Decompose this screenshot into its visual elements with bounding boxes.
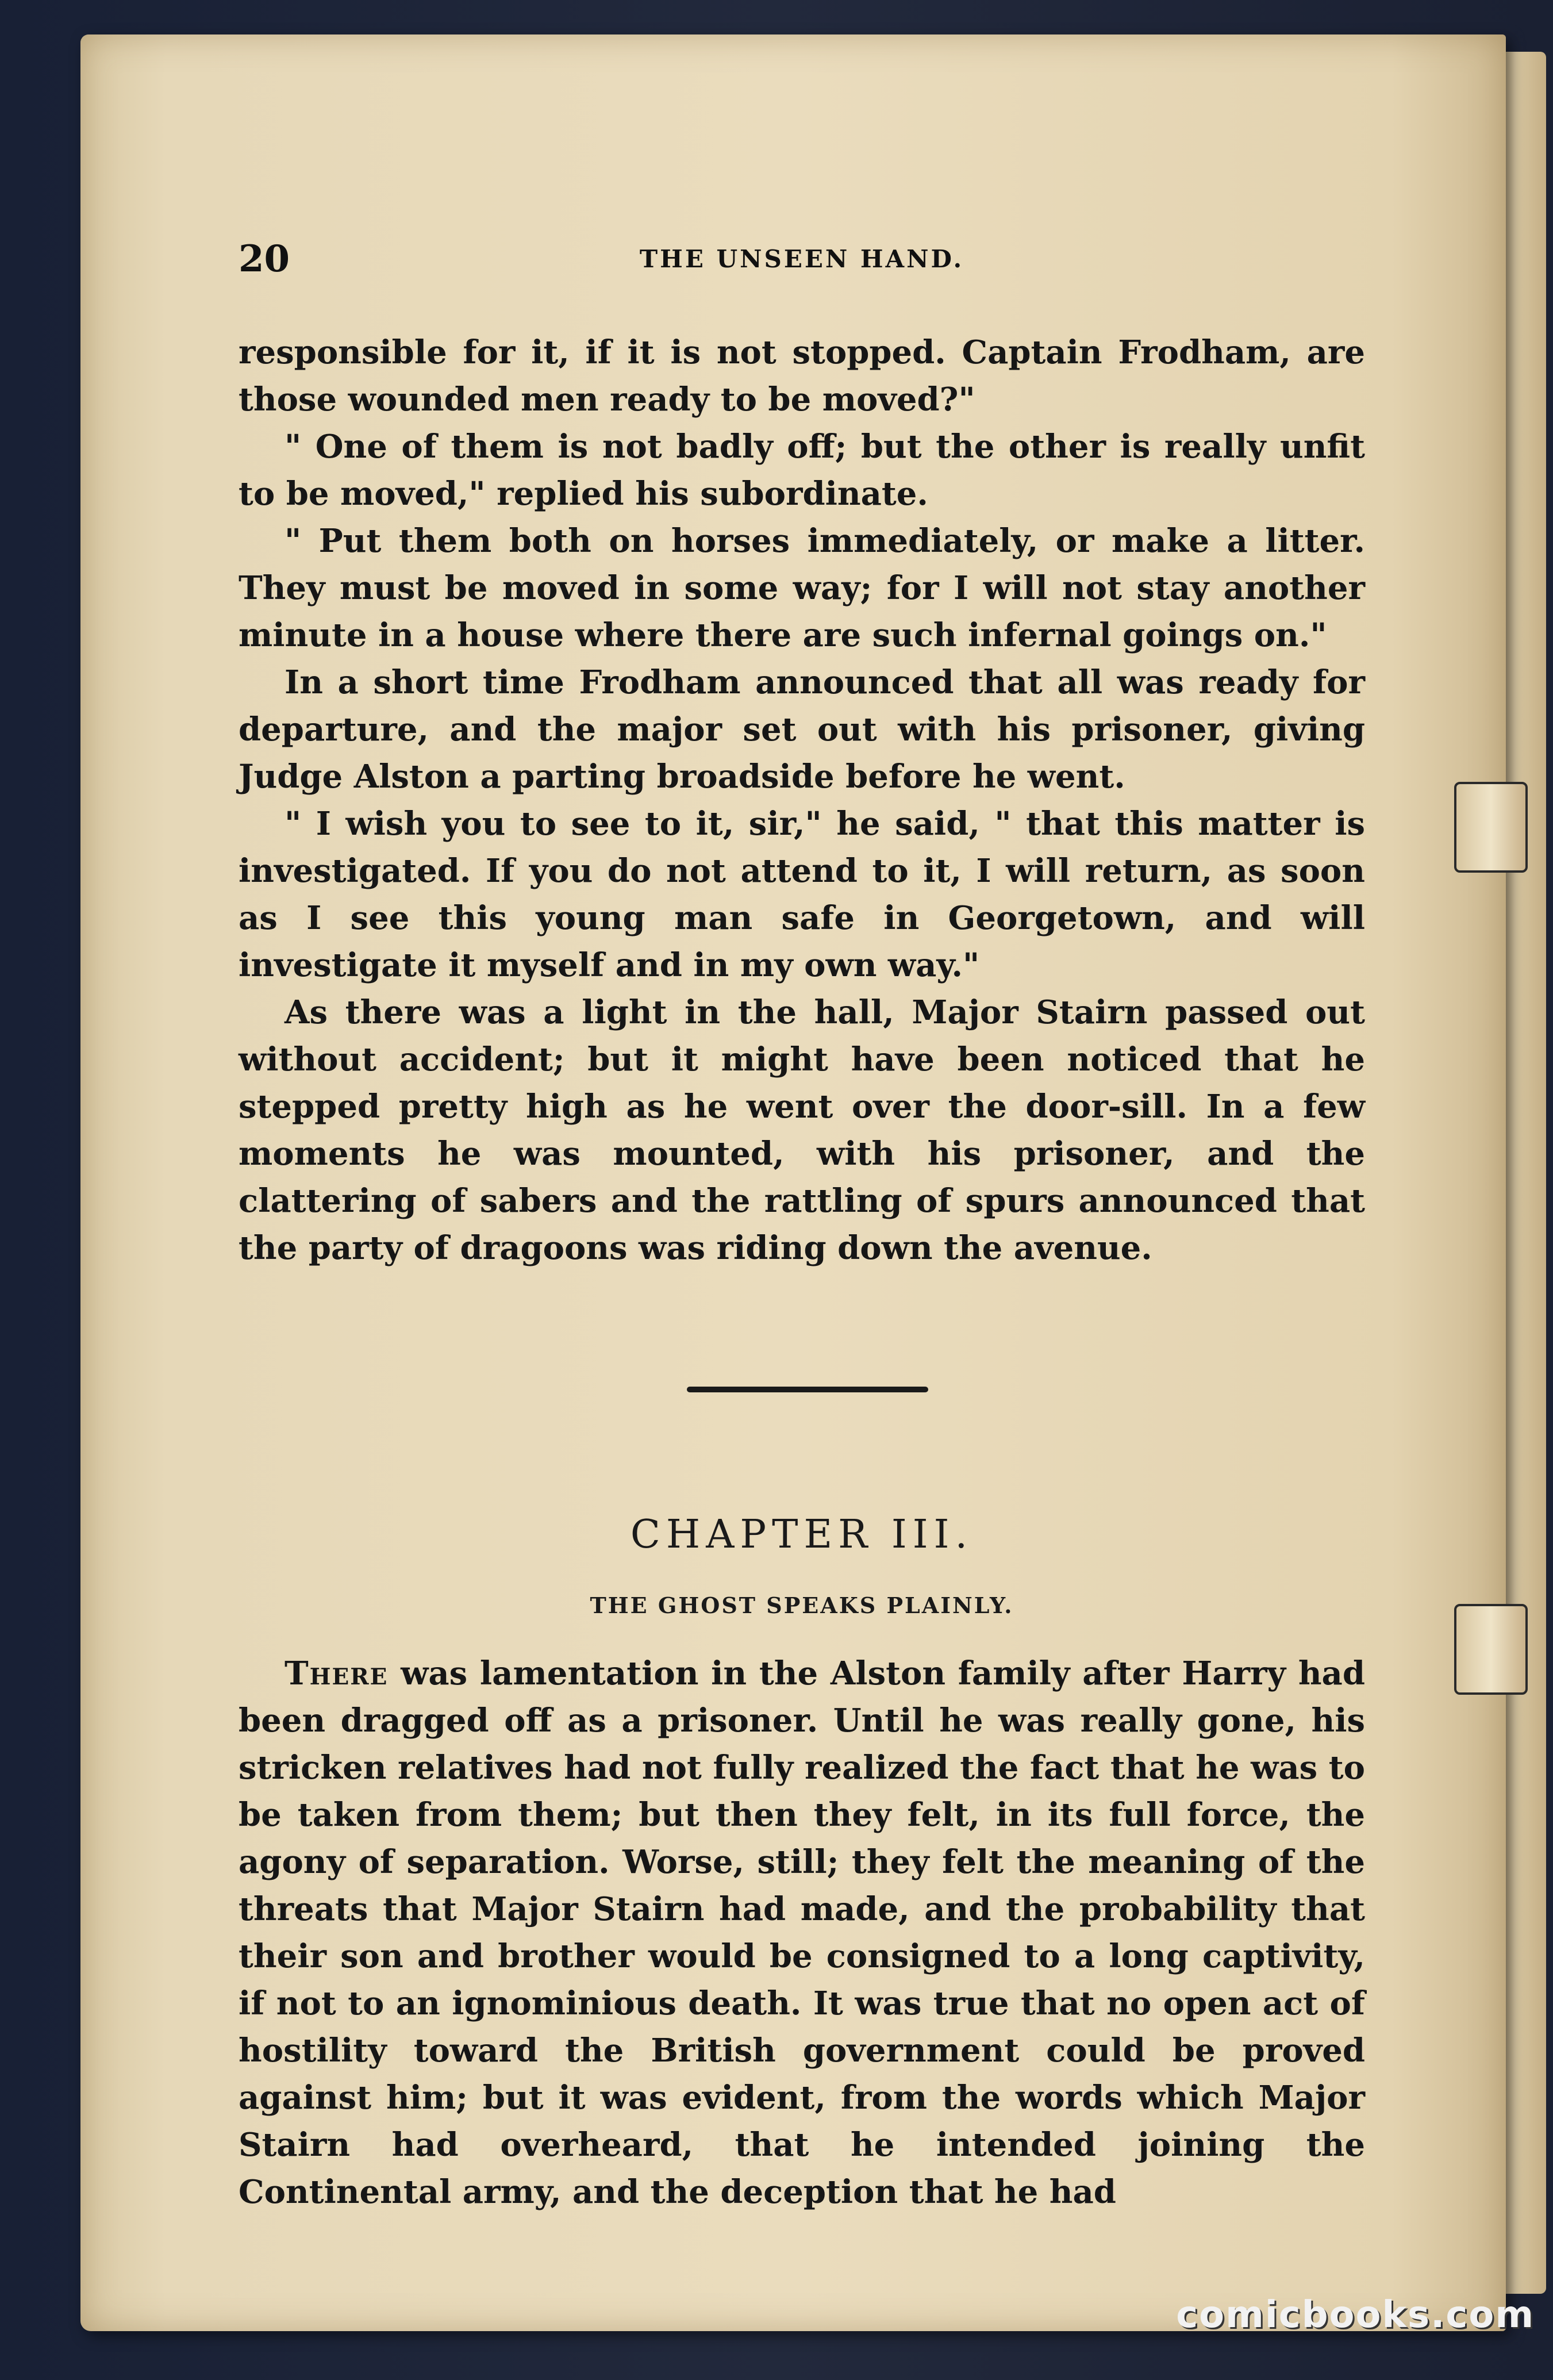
paragraph: " Put them both on horses immediately, or make a litter. They must be moved in some way; for I will not stay another minute in a house where there are such infernal goings on." bbox=[239, 522, 1365, 654]
paragraph: " One of them is not badly off; but the other is really unfit to be moved," replied his subordinate. bbox=[239, 428, 1365, 513]
chapter-opening-paragraph bbox=[239, 1650, 1365, 2216]
section-rule bbox=[687, 1387, 928, 1392]
chapter-title: CHAPTER III. bbox=[630, 1512, 974, 1557]
paragraph: " I wish you to see to it, sir," he said, " that this matter is investigated. If you do not attend to it, I will return, as soon as I see this young man safe in Georgetown, and will investigate it myself and in my own way." bbox=[239, 805, 1365, 984]
binding-staple-bottom bbox=[1454, 1604, 1528, 1695]
body-text-chapter bbox=[239, 1650, 1365, 2216]
paragraph: As there was a light in the hall, Major Stairn passed out without accident; but it might have been noticed that he stepped pretty high as he went over the door-sill. In a few moments he was mounted, with his prisoner, and the clattering of sabers and the rattling of spurs announced that the party of dragoons was riding down the avenue. bbox=[239, 993, 1365, 1267]
running-head bbox=[239, 236, 1365, 282]
page-number: 20 bbox=[239, 237, 290, 281]
binding-staple-top bbox=[1454, 782, 1528, 873]
opening-text: was lamentation in the Alston family after Harry had been dragged off as a prisoner. Until he was really gone, his stricken relatives had not fully realized the fact that he was to be taken from them; but then they felt, in its full force, the agony of separation. Worse, still; they felt the meaning of the threats that Major Stairn had made, and the probability that their son and brother would be consigned to a long captivity, if not to an ignominious death. It was true that no open act of hostility toward the British government could be proved against him; but it was evident, from the words which Major Stairn had overheard, that he intended joining the Continental army, and the deception that he had bbox=[239, 1655, 1365, 2211]
running-head-title: THE UNSEEN HAND. bbox=[639, 244, 964, 273]
paragraph: In a short time Frodham announced that all was ready for departure, and the major set out with his prisoner, giving Judge Alston a parting broadside before he went. bbox=[239, 663, 1365, 796]
paragraph: responsible for it, if it is not stopped. Captain Frodham, are those wounded men ready to be moved?" bbox=[239, 333, 1365, 419]
chapter-subtitle: THE GHOST SPEAKS PLAINLY. bbox=[590, 1592, 1014, 1618]
watermark: comicbooks.com bbox=[1176, 2294, 1535, 2336]
opening-word: There bbox=[285, 1655, 389, 1692]
body-text-top bbox=[239, 329, 1365, 1272]
